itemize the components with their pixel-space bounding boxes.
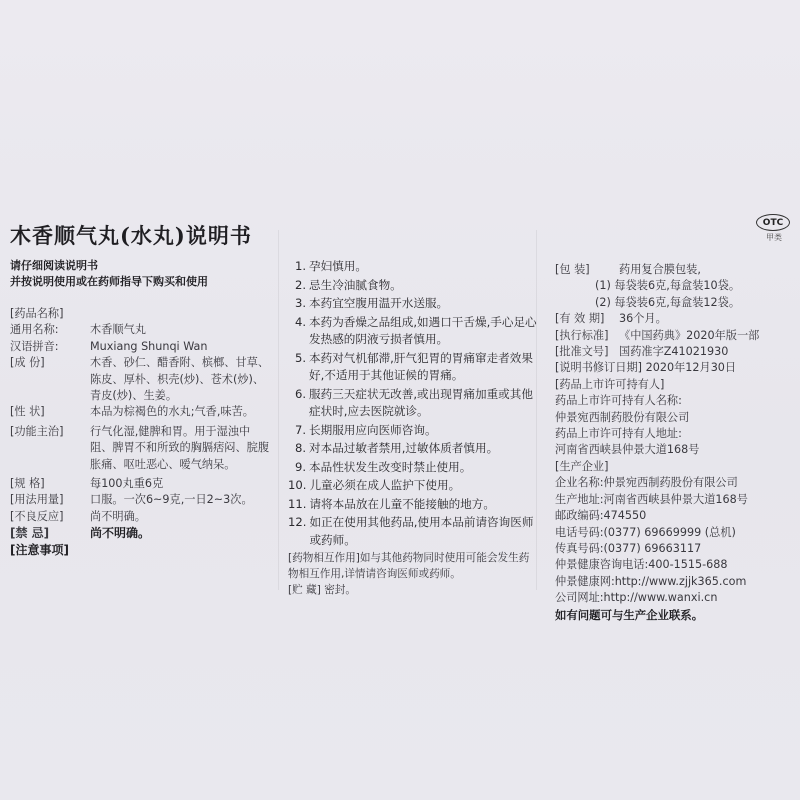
spec-value: 每100丸重6克 xyxy=(90,477,164,491)
zip-row xyxy=(555,508,795,524)
common-name-value: 木香顺气丸 xyxy=(90,323,146,337)
phone-label: 电话号码: xyxy=(555,525,604,539)
zip-value: 474550 xyxy=(603,509,647,523)
indications-row xyxy=(10,424,272,473)
precaution-text: 长期服用应向医师咨询。 xyxy=(309,422,437,437)
precaution-text: 本品性状发生改变时禁止使用。 xyxy=(309,459,472,474)
pinyin-label: 汉语拼音: xyxy=(10,339,59,353)
validity-value: 36个月。 xyxy=(619,312,667,326)
precaution-text: 忌生冷油腻食物。 xyxy=(309,277,402,292)
precaution-item xyxy=(288,440,538,458)
warning-line: 并按说明使用或在药师指导下购买和使用 xyxy=(10,275,208,288)
indications-label: [功能主治] xyxy=(10,424,64,438)
zip-label: 邮政编码: xyxy=(555,509,604,523)
package-value: 药用复合膜包装, xyxy=(619,263,701,276)
precaution-item xyxy=(288,514,538,549)
precaution-number: 1. xyxy=(294,259,306,273)
precaution-item xyxy=(288,277,538,295)
precaution-number: 10. xyxy=(288,478,307,492)
contact-note: 如有问题可与生产企业联系。 xyxy=(555,607,704,622)
precaution-text: 本药为香燥之品组成,如遇口干舌燥,手心足心发热感的阴液亏损者慎用。 xyxy=(309,314,537,346)
validity-label: [有 效 期] xyxy=(555,312,605,326)
approval-value: 国药准字Z41021930 xyxy=(619,345,729,359)
properties-label: [性 状] xyxy=(10,405,45,419)
otc-label: OTC xyxy=(756,214,790,231)
health-web-link[interactable]: http://www.zjjk365.com xyxy=(614,574,747,588)
precaution-item xyxy=(288,422,538,440)
revision-label: [说明书修订日期] xyxy=(555,361,643,375)
address-value: 河南省西峡县仲景大道168号 xyxy=(603,492,748,506)
fax-row xyxy=(555,541,795,557)
column-middle xyxy=(288,258,538,598)
precaution-number: 5. xyxy=(294,350,306,365)
usage-label: [用法用量] xyxy=(10,493,64,507)
package-option: (2) 每袋装6克,每盒装12袋。 xyxy=(595,295,741,309)
interaction-section xyxy=(288,550,538,582)
company-value: 仲景宛西制药股份有限公司 xyxy=(603,476,738,490)
warning-line: 请仔细阅读说明书 xyxy=(10,259,98,272)
revision-value: 2020年12月30日 xyxy=(645,361,737,375)
hotline-label: 仲景健康咨询电话: xyxy=(555,558,649,572)
standard-label: [执行标准] xyxy=(555,328,609,342)
precaution-number: 11. xyxy=(288,496,307,511)
properties-row xyxy=(10,404,272,420)
precaution-item xyxy=(288,459,538,477)
spec-row xyxy=(10,476,272,492)
company-row xyxy=(555,475,795,491)
mah-address-value: 河南省西峡县仲景大道168号 xyxy=(555,443,700,457)
storage-section xyxy=(288,582,538,598)
address-row xyxy=(555,492,795,508)
precaution-text: 服药三天症状无改善,或出现胃痛加重或其他症状时,应去医院就诊。 xyxy=(309,386,533,418)
contraindications-row xyxy=(10,525,272,541)
phone-value: (0377) 69669999 (总机) xyxy=(603,525,736,539)
precaution-number: 8. xyxy=(294,441,306,455)
precaution-item xyxy=(288,295,538,313)
otc-class-label: 甲类 xyxy=(766,233,782,242)
precaution-item xyxy=(288,477,538,495)
address-label: 生产地址: xyxy=(555,492,604,506)
precaution-number: 2. xyxy=(294,277,306,292)
package-option: (1) 每袋装6克,每盒装10袋。 xyxy=(595,279,741,293)
ingredients-value: 木香、砂仁、醋香附、槟榔、甘草、陈皮、厚朴、枳壳(炒)、苍术(炒)、青皮(炒)、生姜。 xyxy=(90,356,270,403)
precaution-list xyxy=(288,258,538,549)
precaution-number: 9. xyxy=(294,459,306,474)
precaution-text: 请将本品放在儿童不能接触的地方。 xyxy=(309,496,495,511)
document-title: 木香顺气丸(水丸)说明书 xyxy=(10,223,252,248)
precaution-text: 孕妇慎用。 xyxy=(309,259,367,273)
properties-value: 本品为棕褐色的水丸;气香,味苦。 xyxy=(90,405,254,419)
precautions-heading: [注意事项] xyxy=(10,542,69,557)
interaction-label: [药物相互作用] xyxy=(288,552,360,564)
package-row xyxy=(555,262,795,278)
fax-label: 传真号码: xyxy=(555,541,604,555)
hotline-value: 400-1515-688 xyxy=(648,558,728,572)
company-web-link[interactable]: http://www.wanxi.cn xyxy=(603,591,718,605)
company-web-row xyxy=(555,590,795,606)
company-label: 企业名称: xyxy=(555,476,604,490)
column-left xyxy=(10,306,272,558)
approval-row xyxy=(555,344,795,360)
approval-label: [批准文号] xyxy=(555,345,609,359)
mah-address-label: 药品上市许可持有人地址: xyxy=(555,427,682,441)
column-right xyxy=(555,262,795,623)
common-name-row xyxy=(10,322,272,338)
fold-line xyxy=(278,230,279,590)
contraindications-value: 尚不明确。 xyxy=(90,526,151,541)
precaution-item xyxy=(288,314,538,349)
precaution-text: 本药宜空腹用温开水送服。 xyxy=(309,296,449,310)
precaution-number: 6. xyxy=(294,386,306,401)
otc-badge xyxy=(756,214,792,250)
precaution-number: 3. xyxy=(294,296,306,310)
precaution-item xyxy=(288,350,538,385)
precaution-text: 本药对气机郁滞,肝气犯胃的胃痛窜走者效果好,不适用于其他证候的胃痛。 xyxy=(309,350,533,382)
mah-name-value: 仲景宛西制药股份有限公司 xyxy=(555,410,690,424)
storage-label: [贮 藏] xyxy=(288,584,321,596)
health-web-label: 仲景健康网: xyxy=(555,574,615,588)
indications-value: 行气化湿,健脾和胃。用于湿浊中阻、脾胃不和所致的胸膈痞闷、脘腹胀痛、呕吐恶心、嗳气纳呆。 xyxy=(90,424,270,471)
pinyin-row xyxy=(10,339,272,355)
usage-row xyxy=(10,492,272,508)
precaution-item xyxy=(288,258,538,276)
pinyin-value: Muxiang Shunqi Wan xyxy=(90,339,208,353)
precaution-item xyxy=(288,496,538,514)
mah-heading: [药品上市许可持有人] xyxy=(555,377,665,391)
precaution-number: 7. xyxy=(294,422,306,437)
precaution-text: 如正在使用其他药品,使用本品前请咨询医师或药师。 xyxy=(309,515,534,547)
precaution-number: 4. xyxy=(294,314,306,329)
reading-warning xyxy=(10,258,208,290)
adverse-label: [不良反应] xyxy=(10,509,64,523)
adverse-row xyxy=(10,509,272,525)
precaution-text: 儿童必须在成人监护下使用。 xyxy=(309,478,461,492)
standard-row xyxy=(555,328,795,344)
mah-name-label: 药品上市许可持有人名称: xyxy=(555,394,682,408)
validity-row xyxy=(555,311,795,327)
fax-value: (0377) 69663117 xyxy=(603,541,702,555)
manufacturer-heading: [生产企业] xyxy=(555,459,609,473)
company-web-label: 公司网址: xyxy=(555,591,604,605)
adverse-value: 尚不明确。 xyxy=(90,509,146,523)
spec-label: [规 格] xyxy=(10,477,45,491)
storage-value: 密封。 xyxy=(324,584,356,596)
ingredients-label: [成 份] xyxy=(10,356,45,370)
usage-value: 口服。一次6~9克,一日2~3次。 xyxy=(90,493,253,507)
phone-row xyxy=(555,525,795,541)
precaution-text: 对本品过敏者禁用,过敏体质者慎用。 xyxy=(309,441,499,455)
drug-name-heading: [药品名称] xyxy=(10,307,64,320)
common-name-label: 通用名称: xyxy=(10,323,59,337)
revision-row xyxy=(555,360,795,376)
interaction-value: 如与其他药物同时使用可能会发生药物相互作用,详情请咨询医师或药师。 xyxy=(288,552,530,580)
package-label: [包 装] xyxy=(555,263,590,276)
standard-value: 《中国药典》2020年版一部 xyxy=(619,328,760,342)
contraindications-label: [禁 忌] xyxy=(10,526,50,541)
precaution-number: 12. xyxy=(288,515,307,529)
health-web-row xyxy=(555,574,795,590)
ingredients-row xyxy=(10,355,272,404)
hotline-row xyxy=(555,557,795,573)
precaution-item xyxy=(288,386,538,421)
